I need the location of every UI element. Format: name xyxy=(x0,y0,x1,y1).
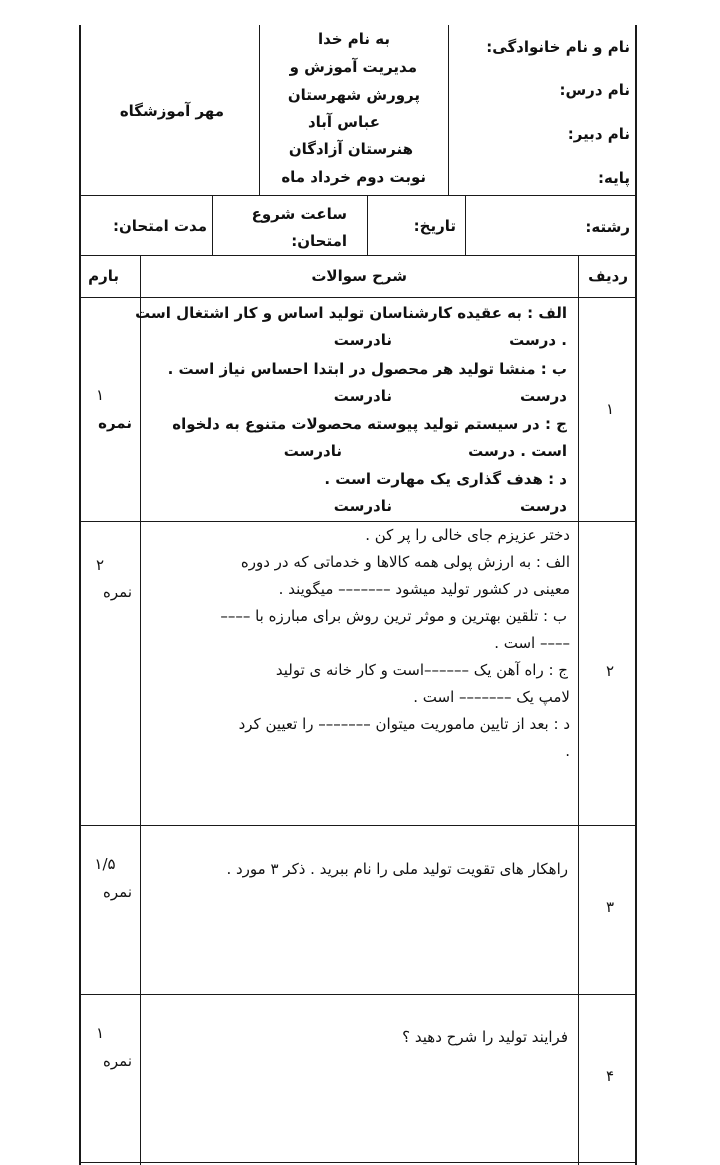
q3-score-unit: نمره xyxy=(103,883,132,901)
q4-score-unit: نمره xyxy=(103,1052,132,1070)
title-line-5: هنرستان آزادگان xyxy=(288,140,413,158)
table-col-divider-row xyxy=(578,255,579,1165)
table-header-bottom xyxy=(79,297,637,298)
school-seal-label: مهر آموزشگاه xyxy=(119,102,224,120)
q2-line-1: دختر عزیزم جای خالی را پر کن . xyxy=(365,526,570,544)
col-header-row: ردیف xyxy=(588,267,628,285)
q1-d-option-false: نادرست xyxy=(333,497,392,515)
q1-c-text-2: است . درست xyxy=(468,442,567,460)
q2-line-8: د : بعد از تایین ماموریت میتوان ––––––– را تعیین کرد xyxy=(238,715,570,733)
q2-score-num: ۲ xyxy=(95,556,105,574)
field-label: رشته: xyxy=(585,218,630,236)
course-name-label: نام درس: xyxy=(559,81,630,99)
row3-bottom xyxy=(79,994,637,995)
row2-bottom xyxy=(79,825,637,826)
q2-line-4: ب : تلقین بهترین و موثر ترین روش برای مبارزه با –––– xyxy=(220,607,567,625)
title-line-6: نوبت دوم خرداد ماه xyxy=(281,168,426,186)
q1-a-option-true: . درست xyxy=(509,331,567,349)
q4-number: ۴ xyxy=(605,1067,614,1085)
q1-a-text: الف : به عقیده کارشناسان تولید اساس و کار اشتغال است xyxy=(135,304,567,322)
q2-line-6: ج : راه آهن یک ––––––است و کار خانه ی تولید xyxy=(275,661,568,679)
q1-b-text: ب : منشا تولید هر محصول در ابتدا احساس نیاز است . xyxy=(167,360,567,378)
date-label: تاریخ: xyxy=(413,217,456,235)
q2-score-unit: نمره xyxy=(103,583,132,601)
col-header-score: بارم xyxy=(88,267,119,285)
header-divider-2 xyxy=(448,25,449,195)
col-header-description: شرح سوالات xyxy=(311,267,407,285)
table-top-line xyxy=(79,255,637,256)
row1-bottom xyxy=(79,521,637,522)
row2-divider-1 xyxy=(212,195,213,255)
q1-d-text: د : هدف گذاری یک مهارت است . xyxy=(324,470,567,488)
q2-line-9: . xyxy=(565,742,570,760)
q1-d-option-true: درست xyxy=(520,497,567,515)
q1-a-option-false: نادرست xyxy=(333,331,392,349)
q1-c-option-false: نادرست xyxy=(283,442,342,460)
q4-text: فرایند تولید را شرح دهید ؟ xyxy=(402,1028,568,1046)
table-col-divider-score xyxy=(140,255,141,1165)
title-line-4: عباس آباد xyxy=(307,113,380,131)
start-time-label-2: امتحان: xyxy=(291,232,347,250)
q3-number: ۳ xyxy=(605,898,614,916)
q1-b-option-true: درست xyxy=(520,387,567,405)
q3-text: راهکار های تقویت تولید ملی را نام ببرید . ذکر ۳ مورد . xyxy=(226,860,568,878)
row4-bottom xyxy=(79,1162,637,1163)
header-divider-1 xyxy=(259,25,260,195)
row2-divider-2 xyxy=(367,195,368,255)
row2-divider-3 xyxy=(465,195,466,255)
title-line-3: پرورش شهرستان xyxy=(287,86,420,104)
title-line-2: مدیریت آموزش و xyxy=(289,58,417,76)
q2-line-3: معینی در کشور تولید میشود ––––––– میگویند . xyxy=(278,580,570,598)
q2-number: ۲ xyxy=(605,662,614,680)
q1-c-text-1: ج : در سیستم تولید پیوسته محصولات متنوع به دلخواه xyxy=(172,415,567,433)
teacher-name-label: نام دبیر: xyxy=(567,125,630,143)
q2-line-7: لامپ یک ––––––– است . xyxy=(413,688,570,706)
start-time-label-1: ساعت شروع xyxy=(251,205,347,223)
q2-line-2: الف : به ارزش پولی همه کالاها و خدماتی که در دوره xyxy=(240,553,570,571)
q3-score-num: ۱/۵ xyxy=(94,855,116,873)
q1-number: ۱ xyxy=(605,400,614,418)
header-bottom-line xyxy=(79,195,637,196)
q4-score-num: ۱ xyxy=(95,1024,105,1042)
q1-score-num: ۱ xyxy=(95,386,105,404)
q1-score-unit: نمره xyxy=(98,414,132,432)
q1-b-option-false: نادرست xyxy=(333,387,392,405)
title-line-1: به نام خدا xyxy=(317,30,390,48)
grade-label: پایه: xyxy=(598,169,630,187)
q2-line-5: –––– است . xyxy=(494,634,570,652)
student-name-label: نام و نام خانوادگی: xyxy=(486,38,630,56)
duration-label: مدت امتحان: xyxy=(112,217,207,235)
